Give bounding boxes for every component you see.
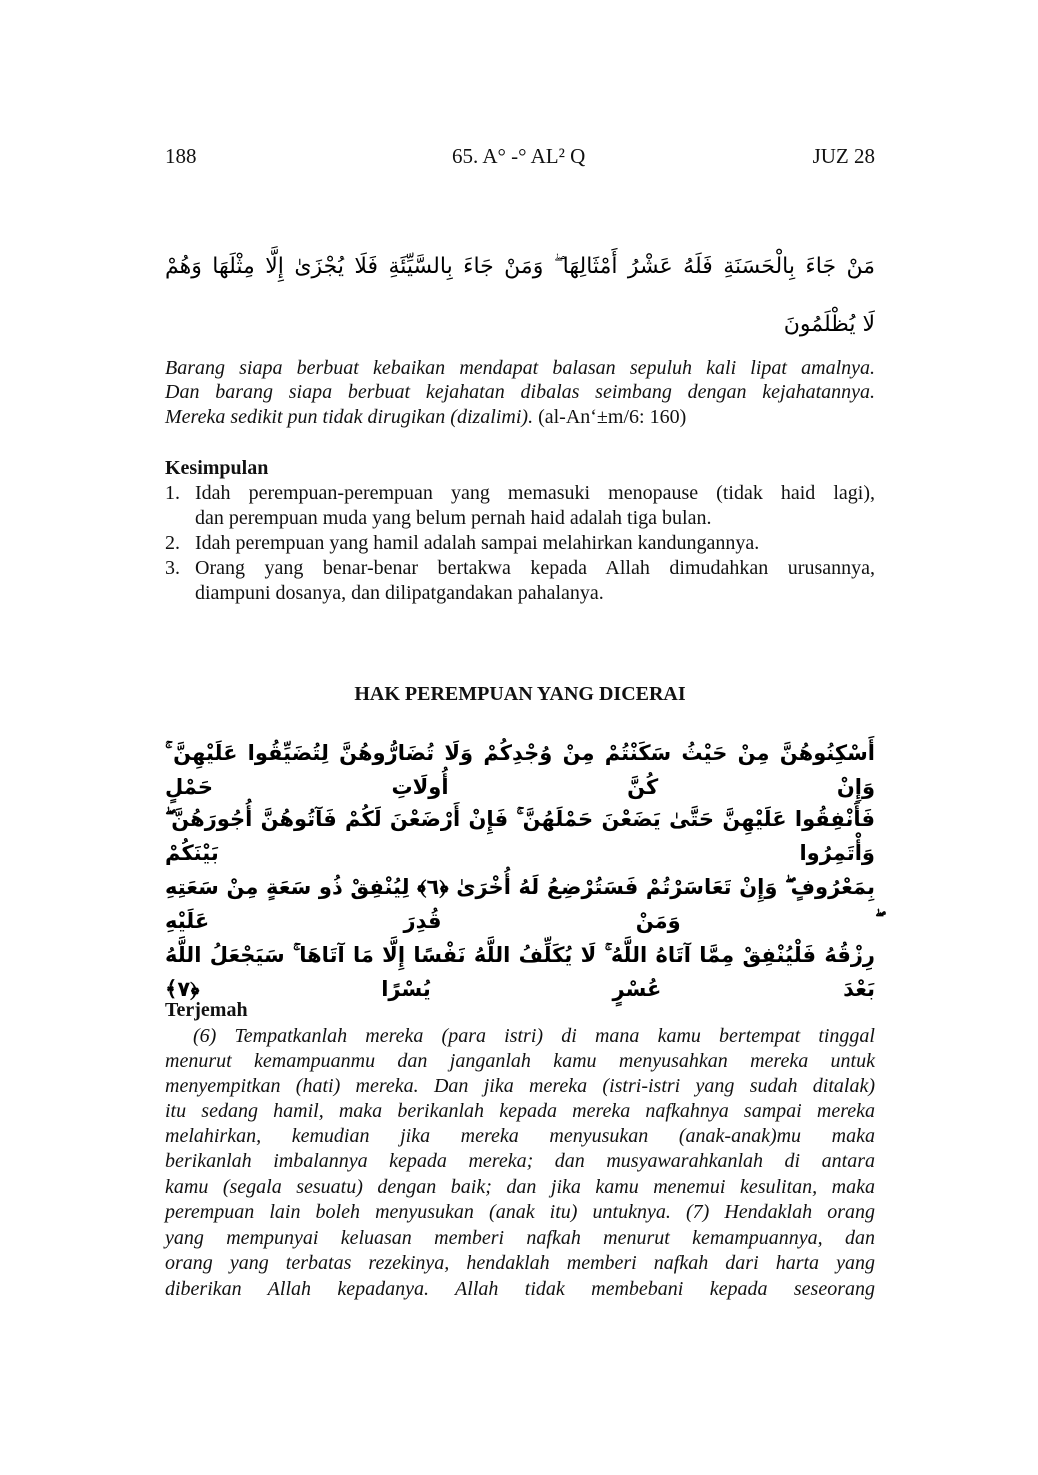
translation-line: kamu (segala sesuatu) dengan baik; dan jika kamu menemui kesulitan, maka: [165, 1176, 875, 1198]
translation-line: [165, 405, 875, 429]
verse-reference: (al-An‘±m/6: 160): [533, 406, 687, 428]
page-number: 188: [165, 144, 197, 168]
juz-label: JUZ 28: [812, 144, 875, 168]
list-item: diampuni dosanya, dan dilipatgandakan pahalanya.: [195, 582, 604, 604]
translation-text: Mereka sedikit pun tidak dirugikan (dizalimi).: [165, 406, 534, 428]
translation-line: menurut kemampuanmu dan janganlah kamu menyusahkan mereka untuk: [165, 1050, 875, 1072]
translation-line: diberikan Allah kepadanya. Allah tidak membebani kepada seseorang: [165, 1278, 875, 1300]
translation-line: (6) Tempatkanlah mereka (para istri) di mana kamu bertempat tinggal: [193, 1025, 875, 1047]
section-title: HAK PEREMPUAN YANG DICERAI: [354, 683, 686, 705]
surah-title: 65. A° -° AL² Q: [452, 144, 586, 168]
translation-heading: Terjemah: [165, 999, 248, 1021]
page-header: [165, 144, 875, 172]
arabic-verse-line: أَسْكِنُوهُنَّ مِنْ حَيْثُ سَكَنْتُمْ مِنْ وُجْدِكُمْ وَلَا تُضَارُّوهُنَّ لِتُضَيِّقُوا عَلَيْهِنَّ ۚ وَإِنْ كُنَّ أُولَاتِ حَمْلٍ: [165, 741, 875, 799]
list-item: Orang yang benar-benar bertakwa kepada Allah dimudahkan urusannya,: [195, 557, 875, 579]
translation-line: perempuan lain boleh menyusukan (anak itu) untuknya. (7) Hendaklah orang: [165, 1201, 875, 1223]
translation-line: menyempitkan (hati) mereka. Dan jika mereka (istri-istri yang sudah ditalak): [165, 1075, 875, 1097]
arabic-verse-line: لَا يُظْلَمُونَ: [783, 312, 875, 337]
list-number: 1.: [165, 482, 180, 504]
translation-line: orang yang terbatas rezekinya, hendaklah memberi nafkah dari harta yang: [165, 1252, 875, 1274]
list-item: dan perempuan muda yang belum pernah haid adalah tiga bulan.: [195, 507, 712, 529]
translation-line: berikanlah imbalannya kepada mereka; dan musyawarahkanlah di antara: [165, 1150, 875, 1172]
arabic-verse-line: بِمَعْرُوفٍ ۖ وَإِنْ تَعَاسَرْتُمْ فَسَتُرْضِعُ لَهُ أُخْرَىٰ ﴿٦﴾ لِيُنْفِقْ ذُو سَعَةٍ مِنْ سَعَتِهِ ۖ وَمَنْ قُدِرَ عَلَيْهِ: [165, 875, 875, 933]
translation-line: yang mempunyai keluasan memberi nafkah menurut kemampuannya, dan: [165, 1227, 875, 1249]
conclusion-heading: Kesimpulan: [165, 457, 269, 479]
arabic-verse-line: مَنْ جَاءَ بِالْحَسَنَةِ فَلَهُ عَشْرُ أَمْثَالِهَا ۖ وَمَنْ جَاءَ بِالسَّيِّئَةِ فَلَا يُجْزَىٰ إِلَّا مِثْلَهَا وَهُمْ: [165, 254, 875, 279]
translation-line: itu sedang hamil, maka berikanlah kepada mereka nafkahnya sampai mereka: [165, 1100, 875, 1122]
list-number: 3.: [165, 557, 180, 579]
arabic-verse-line: فَأَنْفِقُوا عَلَيْهِنَّ حَتَّىٰ يَضَعْنَ حَمْلَهُنَّ ۚ فَإِنْ أَرْضَعْنَ لَكُمْ فَآتُوهُنَّ أُجُورَهُنَّ ۖ وَأْتَمِرُوا بَيْنَكُمْ: [165, 807, 875, 865]
translation-line: Barang siapa berbuat kebaikan mendapat balasan sepuluh kali lipat amalnya.: [165, 357, 875, 379]
translation-line: Dan barang siapa berbuat kejahatan dibalas seimbang dengan kejahatannya.: [165, 381, 875, 403]
list-item: Idah perempuan-perempuan yang memasuki menopause (tidak haid lagi),: [195, 482, 875, 504]
arabic-verse-line: رِزْقُهُ فَلْيُنْفِقْ مِمَّا آتَاهُ اللَّهُ ۚ لَا يُكَلِّفُ اللَّهُ نَفْسًا إِلَّا مَا آتَاهَا ۚ سَيَجْعَلُ اللَّهُ بَعْدَ عُسْرٍ يُسْرًا ﴿٧﴾: [165, 943, 875, 1001]
list-item: Idah perempuan yang hamil adalah sampai melahirkan kandungannya.: [195, 532, 760, 554]
translation-line: melahirkan, kemudian jika mereka menyusukan (anak-anak)mu maka: [165, 1125, 875, 1147]
list-number: 2.: [165, 532, 180, 554]
